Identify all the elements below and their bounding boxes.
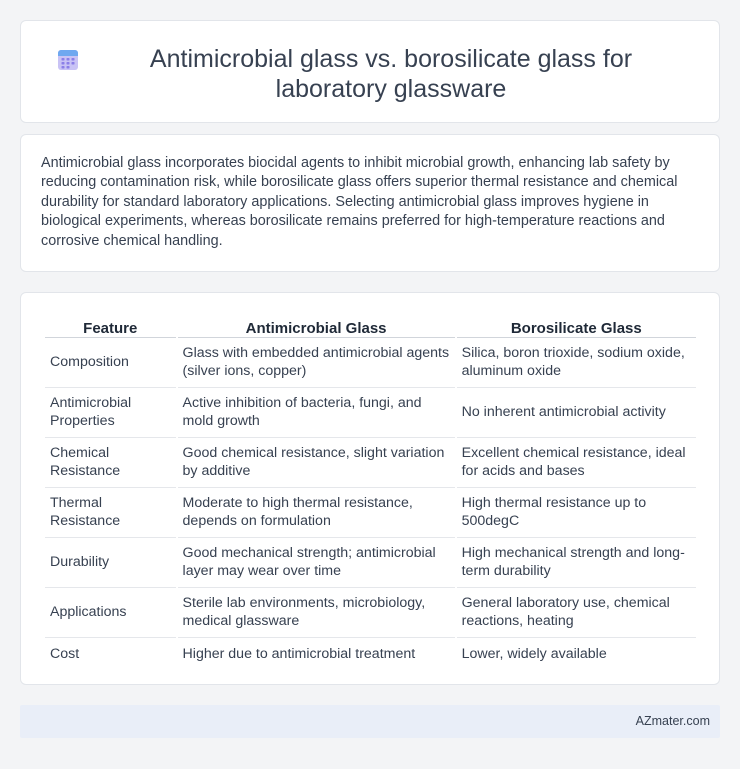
feature-cell: Composition xyxy=(45,338,176,388)
antimicrobial-cell: Sterile lab environments, microbiology, medical glassware xyxy=(178,588,455,638)
footer-brand: AZmater.com xyxy=(635,714,710,728)
borosilicate-cell: High mechanical strength and long-term durability xyxy=(457,538,696,588)
feature-cell: Applications xyxy=(45,588,176,638)
borosilicate-cell: Lower, widely available xyxy=(461,645,607,662)
borosilicate-cell: High thermal resistance up to 500degC xyxy=(457,488,696,538)
antimicrobial-cell: Moderate to high thermal resistance, depends on formulation xyxy=(178,488,455,538)
borosilicate-cell: No inherent antimicrobial activity xyxy=(457,388,696,438)
feature-cell: Cost xyxy=(50,645,80,662)
table-header-row xyxy=(45,316,696,338)
table-row xyxy=(45,588,696,638)
table-row xyxy=(45,338,696,388)
borosilicate-cell: Silica, boron trioxide, sodium oxide, aluminum oxide xyxy=(457,338,696,388)
table-row xyxy=(45,538,696,588)
feature-cell: Thermal Resistance xyxy=(45,488,176,538)
intro-paragraph: Antimicrobial glass incorporates biocidal agents to inhibit microbial growth, enhancing lab safety by reducing contamination risk, while borosilicate glass offers superior thermal resistance and chemical durability for standard laboratory applications. Selecting antimicrobial glass improves hygiene in biological experiments, whereas borosilicate remains preferred for high-temperature reactions and corrosive chemical handling. xyxy=(41,155,678,249)
borosilicate-cell: General laboratory use, chemical reactions, heating xyxy=(457,588,696,638)
antimicrobial-cell: Glass with embedded antimicrobial agents (silver ions, copper) xyxy=(178,338,455,388)
table-row xyxy=(45,438,696,488)
header-feature: Feature xyxy=(45,316,176,338)
footer-bar xyxy=(20,705,720,738)
antimicrobial-cell: Good chemical resistance, slight variation by additive xyxy=(178,438,455,488)
intro-card xyxy=(20,134,720,272)
antimicrobial-cell: Good mechanical strength; antimicrobial layer may wear over time xyxy=(178,538,455,588)
antimicrobial-cell: Higher due to antimicrobial treatment xyxy=(182,645,416,662)
feature-cell: Durability xyxy=(45,538,176,588)
table-row xyxy=(45,638,696,670)
comparison-table-card xyxy=(20,292,720,685)
table-row xyxy=(45,488,696,538)
table-row xyxy=(45,388,696,438)
header-antimicrobial: Antimicrobial Glass xyxy=(178,316,455,338)
page-title: Antimicrobial glass vs. borosilicate glass for laboratory glassware xyxy=(149,45,633,103)
borosilicate-cell: Excellent chemical resistance, ideal for acids and bases xyxy=(457,438,696,488)
header-borosilicate: Borosilicate Glass xyxy=(457,316,696,338)
feature-cell: Antimicrobial Properties xyxy=(45,388,176,438)
comparison-table xyxy=(43,316,698,670)
antimicrobial-cell: Active inhibition of bacteria, fungi, and mold growth xyxy=(178,388,455,438)
feature-cell: Chemical Resistance xyxy=(45,438,176,488)
title-card xyxy=(20,20,720,123)
